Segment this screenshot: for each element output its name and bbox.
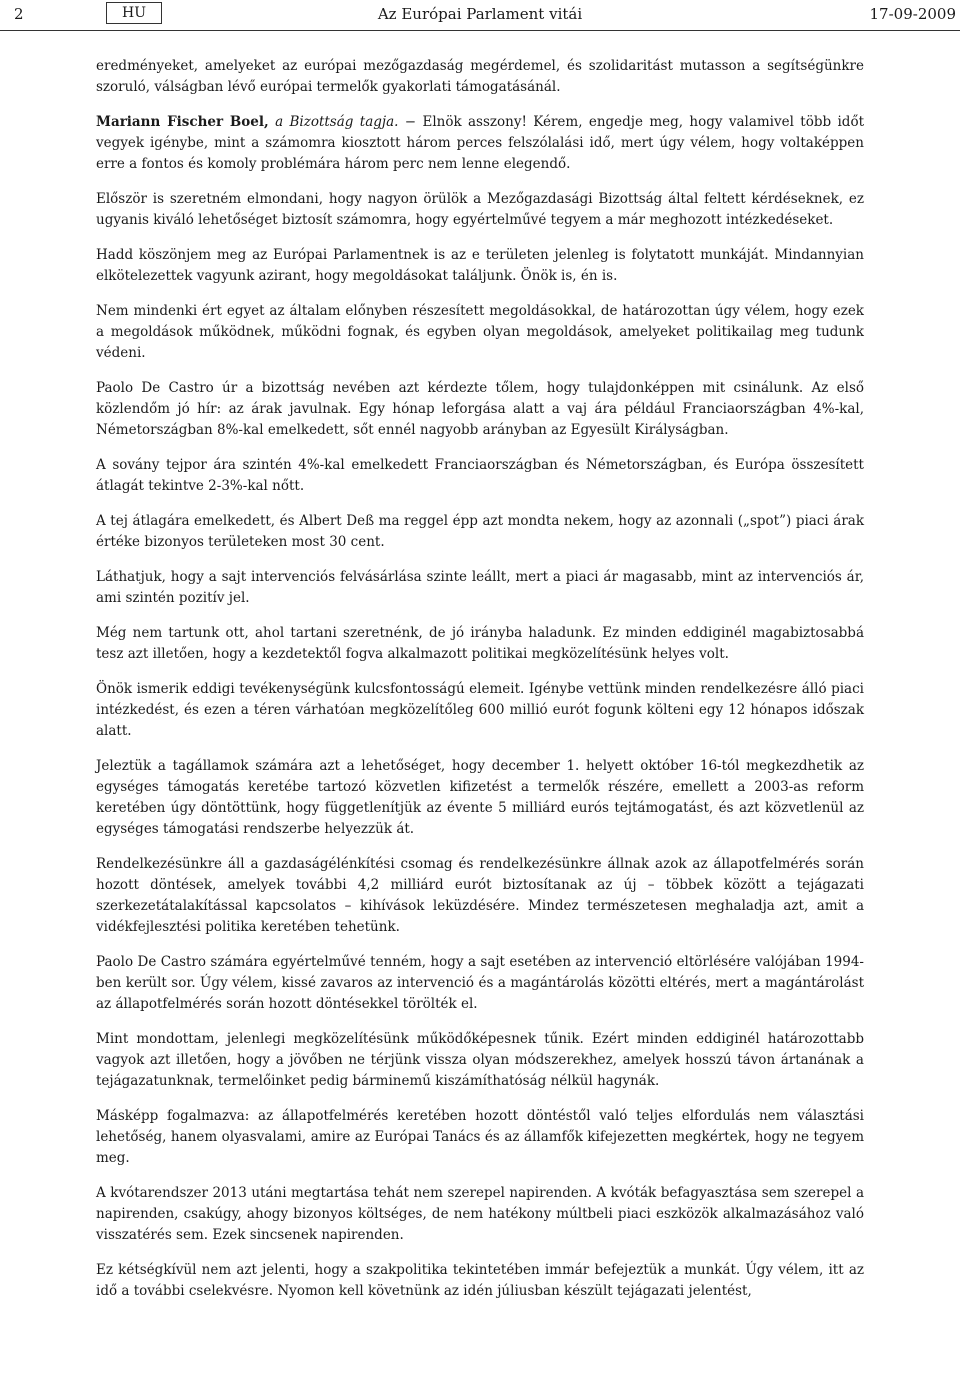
paragraph: eredményeket, amelyeket az európai mezőgazdaság megérdemel, és szolidaritást mutasson a segítségünkre szoruló, válságban lévő európai termelők gyakorlati támogatásánál. [96, 58, 864, 95]
speaker-role: a Bizottság tagja. [275, 114, 399, 130]
page-number: 2 [14, 5, 24, 23]
paragraph: Hadd köszönjem meg az Európai Parlamentnek is az e területen jelenleg is folytatott munkáját. Mindannyian elkötelezettek vagyunk azirant, hogy megoldásokat találjunk. Önök is, én is. [96, 247, 864, 284]
paragraph: A sovány tejpor ára szintén 4%-kal emelkedett Franciaországban és Németországban, és Európa összesített átlagát tekintve 2-3%-kal nőtt. [96, 457, 864, 494]
header-rule [0, 30, 960, 31]
header-date: 17-09-2009 [869, 5, 956, 23]
speech-opening-text: − Elnök asszony! Kérem, engedje meg, hogy valamivel több időt vegyek igénybe, mint a számomra kiosztott három perces felszólalási idő, mert úgy vélem, hogy voltaképpen erre a fontos és komoly problémára három perc nem lenne elegendő. [96, 114, 864, 172]
speaker-name: Mariann Fischer Boel, [96, 114, 269, 130]
paragraph: Paolo De Castro számára egyértelművé tenném, hogy a sajt esetében az intervenció eltörlésére valójában 1994-ben került sor. Úgy vélem, kissé zavaros az intervenció és a magántárolás közötti eltérés, mert a magántárolást az állapotfelmérés során hozott döntésekkel törölték el. [96, 954, 864, 1012]
paragraph: Paolo De Castro úr a bizottság nevében azt kérdezte tőlem, hogy tulajdonképpen mit csinálunk. Az első közlendőm jó hír: az árak javulnak. Egy hónap leforgása alatt a vaj ára például Franciaországban 4%-kal, Németországban 8%-kal emelkedett, sőt ennél nagyobb arányban az Egyesült Királyságban. [96, 380, 864, 438]
running-title: Az Európai Parlament vitái [377, 5, 583, 23]
paragraph: Ez kétségkívül nem azt jelenti, hogy a szakpolitika tekintetében immár befejeztük a munkát. Úgy vélem, itt az idő a további cselekvésre. Nyomon kell követnünk az idén júliusban készült tejágazati jelentést, [96, 1262, 864, 1299]
paragraph: Még nem tartunk ott, ahol tartani szeretnénk, de jó irányba haladunk. Ez minden eddiginél magabiztosabbá tesz azt illetően, hogy a kezdetektől fogva alkalmazott politikai megközelítésünk helyes volt. [96, 625, 864, 662]
paragraph: Önök ismerik eddigi tevékenységünk kulcsfontosságú elemeit. Igénybe vettünk minden rendelkezésre álló piaci intézkedést, és ezen a téren várhatóan megközelítőleg 600 millió eurót fogunk költeni egy 12 hónapos időszak alatt. [96, 681, 864, 739]
document-body [96, 56, 864, 1316]
speech-opening [96, 112, 864, 175]
language-badge: HU [106, 2, 162, 24]
paragraph: A tej átlagára emelkedett, és Albert Deß ma reggel épp azt mondta nekem, hogy az azonnali („spot”) piaci árak értéke bizonyos területeken most 30 cent. [96, 513, 864, 550]
paragraph: Mint mondottam, jelenlegi megközelítésünk működőképesnek tűnik. Ezért minden eddiginél határozottabb vagyok azt illetően, hogy a jövőben ne térjünk vissza olyan módszerekhez, amelyek hosszú távon ártanának a tejágazatunknak, termelőinket pedig bárminemű kiszámíthatóság nélkül hagynák. [96, 1031, 864, 1089]
paragraph: Másképp fogalmazva: az állapotfelmérés keretében hozott döntéstől való teljes elfordulás nem választási lehetőség, hanem olyasvalami, amire az Európai Tanács és az államfők kifejezetten megkértek, hogy ne tegyem meg. [96, 1108, 864, 1166]
paragraph: A kvótarendszer 2013 utáni megtartása tehát nem szerepel napirenden. A kvóták befagyasztása sem szerepel a napirenden, csakúgy, ahogy bizonyos költséges, de nem hatékony múltbeli piaci eszközök alkalmazásához való visszatérés sem. Ezek sincsenek napirenden. [96, 1185, 864, 1243]
paragraph: Nem mindenki ért egyet az általam előnyben részesített megoldásokkal, de határozottan úgy vélem, hogy ezek a megoldások működnek, működni fognak, és egyben olyan megoldások, amelyeket politikailag meg tudunk védeni. [96, 303, 864, 361]
paragraph: Láthatjuk, hogy a sajt intervenciós felvásárlása szinte leállt, mert a piaci ár magasabb, mint az intervenciós ár, ami szintén pozitív jel. [96, 569, 864, 606]
paragraph: Jeleztük a tagállamok számára azt a lehetőséget, hogy december 1. helyett október 16-tól megkezdhetik az egységes támogatás keretébe tartozó közvetlen kifizetést a termelők részére, emellett a 2003-as reform keretében úgy döntöttünk, hogy függetlenítjük az évente 5 milliárd eurós tejtámogatást, és azt közvetlenül az egységes támogatási rendszerbe helyezzük át. [96, 758, 864, 837]
page-header [0, 0, 960, 30]
paragraph: Először is szeretném elmondani, hogy nagyon örülök a Mezőgazdasági Bizottság által feltett kérdéseknek, ez ugyanis kiváló lehetőséget biztosít számomra, hogy egyértelművé tegyem a már meghozott intézkedéseket. [96, 191, 864, 228]
paragraph: Rendelkezésünkre áll a gazdaságélénkítési csomag és rendelkezésünkre állnak azok az állapotfelmérés során hozott döntések, amelyek további 4,2 milliárd eurót biztosítanak az új – többek között a tejágazati szerkezetátalakítással kapcsolatos – kihívások leküzdésére. Mindez természetesen meghaladja azt, amit a vidékfejlesztési politika keretében tehetünk. [96, 856, 864, 935]
